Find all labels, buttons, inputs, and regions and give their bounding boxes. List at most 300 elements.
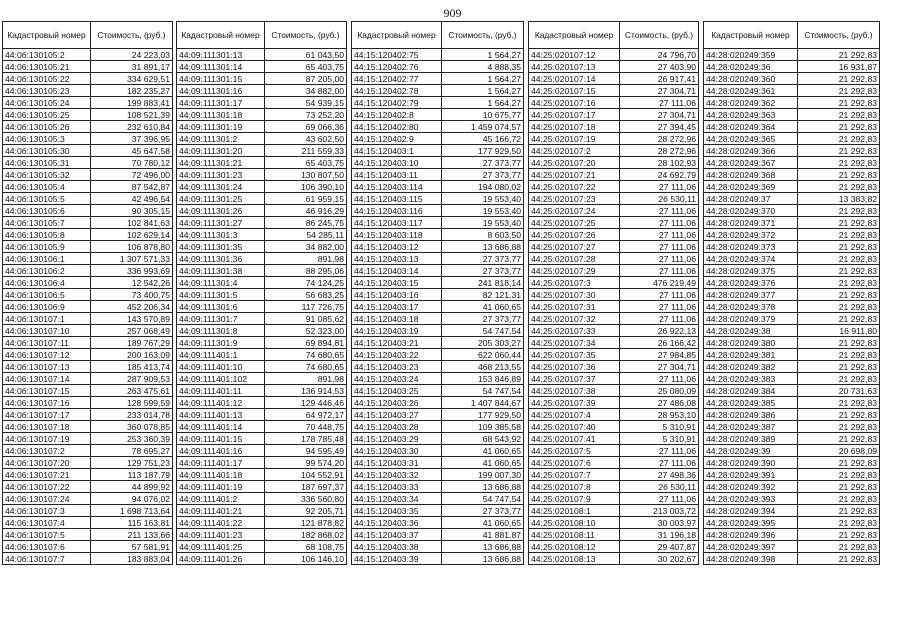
cadastral-number-cell: 44:28:020249:367 [704,157,798,169]
table-row [704,409,880,421]
cadastral-number-cell: 44:25:020107:23 [529,193,620,205]
cadastral-number-cell: 44:28:020249:379 [704,313,798,325]
table-row [352,253,524,265]
cost-cell: 21 292,83 [798,553,880,565]
table-row [3,433,173,445]
cost-cell: 27 111,06 [620,253,699,265]
table-row [177,289,347,301]
cadastral-number-cell: 44:15:120403:35 [352,505,442,517]
cadastral-number-cell: 44:06:130105:4 [3,181,91,193]
table-row [529,205,699,217]
cadastral-number-cell: 44:28:020249:374 [704,253,798,265]
table-row [529,217,699,229]
cadastral-number-cell: 44:06:130105:32 [3,169,91,181]
table-row [704,217,880,229]
table-row [352,277,524,289]
table-row [529,313,699,325]
cadastral-number-cell: 44:06:130107:21 [3,469,91,481]
cadastral-number-cell: 44:28:020249:360 [704,73,798,85]
cost-cell: 336 560,80 [265,493,347,505]
cadastral-number-cell: 44:15:120403:13 [352,253,442,265]
cost-cell: 46 916,29 [265,205,347,217]
table-row [177,337,347,349]
table-row [529,397,699,409]
cadastral-number-cell: 44:25:020107:8 [529,481,620,493]
table-row [3,157,173,169]
cost-cell: 143 570,89 [91,313,173,325]
cadastral-number-cell: 44:28:020249:395 [704,517,798,529]
table-row [177,193,347,205]
cost-cell: 104 552,91 [265,469,347,481]
cost-cell: 87 542,87 [91,181,173,193]
cadastral-number-cell: 44:15:120403:16 [352,289,442,301]
cost-cell: 24 796,70 [620,49,699,61]
table-row [177,409,347,421]
table-row [529,97,699,109]
cadastral-number-cell: 44:09:111301:3 [177,229,265,241]
cadastral-number-cell: 44:15:120403:1 [352,145,442,157]
cost-cell: 8 603,50 [442,229,524,241]
cost-cell: 109 385,58 [442,421,524,433]
cost-cell: 94 076,02 [91,493,173,505]
cadastral-number-cell: 44:15:120403:22 [352,349,442,361]
cadastral-number-cell: 44:28:020249:398 [704,553,798,565]
table-row [177,97,347,109]
table-row [177,529,347,541]
cost-cell: 31 891,17 [91,61,173,73]
cost-cell: 45 166,72 [442,133,524,145]
cost-cell: 20 731,63 [798,385,880,397]
cadastral-table-5 [703,21,880,565]
cost-cell: 106 146,10 [265,553,347,565]
cost-cell: 42 496,54 [91,193,173,205]
table-row [177,505,347,517]
table-row [529,301,699,313]
table-row [177,541,347,553]
cost-cell: 43 602,50 [265,133,347,145]
cadastral-number-cell: 44:15:120403:27 [352,409,442,421]
table-row [704,349,880,361]
cadastral-number-cell: 44:06:130105:30 [3,145,91,157]
table-row [704,169,880,181]
cost-cell: 113 187,79 [91,469,173,481]
cost-cell: 29 407,87 [620,541,699,553]
table-row [704,493,880,505]
table-row [529,445,699,457]
table-row [352,541,524,553]
table-row [3,385,173,397]
table-row [529,409,699,421]
cadastral-number-cell: 44:15:120403:28 [352,421,442,433]
cadastral-number-cell: 44:06:130107:22 [3,481,91,493]
cost-cell: 21 292,83 [798,409,880,421]
cost-cell: 1 407 844,67 [442,397,524,409]
cadastral-number-cell: 44:28:020249:391 [704,469,798,481]
cadastral-number-cell: 44:28:020249:370 [704,205,798,217]
cost-cell: 1 564,27 [442,73,524,85]
table-row [3,97,173,109]
cadastral-number-cell: 44:09:111301:23 [177,169,265,181]
cost-cell: 182 235,27 [91,85,173,97]
cadastral-number-cell: 44:15:120403:11 [352,169,442,181]
cadastral-number-cell: 44:28:020249:378 [704,301,798,313]
cadastral-number-cell: 44:06:130105:22 [3,73,91,85]
cadastral-number-cell: 44:06:130107:5 [3,529,91,541]
table-row [3,457,173,469]
cost-cell: 27 111,06 [620,289,699,301]
table-row [529,325,699,337]
cadastral-number-cell: 44:09:111301:2 [177,133,265,145]
cost-cell: 28 953,10 [620,409,699,421]
table-row [529,361,699,373]
cadastral-number-cell: 44:25:020107:41 [529,433,620,445]
table-row [529,169,699,181]
column-header-cost: Стоимость, (руб.) [442,22,524,49]
cost-cell: 241 818,14 [442,277,524,289]
cadastral-number-cell: 44:28:020249:383 [704,373,798,385]
cost-cell: 115 163,81 [91,517,173,529]
cadastral-number-cell: 44:28:020249:397 [704,541,798,553]
cadastral-number-cell: 44:28:020249:366 [704,145,798,157]
table-row [352,193,524,205]
cadastral-number-cell: 44:15:120403:21 [352,337,442,349]
cadastral-number-cell: 44:09:111301:21 [177,157,265,169]
table-row [3,409,173,421]
cadastral-number-cell: 44:06:130105:3 [3,133,91,145]
cadastral-number-cell: 44:06:130107:4 [3,517,91,529]
cost-cell: 65 403,75 [265,157,347,169]
cost-cell: 24 223,03 [91,49,173,61]
cost-cell: 27 304,71 [620,109,699,121]
cost-cell: 128 599,59 [91,397,173,409]
cost-cell: 21 292,83 [798,205,880,217]
cost-cell: 28 272,96 [620,133,699,145]
table-row [352,493,524,505]
cost-cell: 21 292,83 [798,493,880,505]
cost-cell: 21 292,83 [798,109,880,121]
cost-cell: 476 219,49 [620,277,699,289]
table-row [352,133,524,145]
table-row [177,277,347,289]
cost-cell: 10 675,77 [442,109,524,121]
cost-cell: 189 767,29 [91,337,173,349]
table-row [3,265,173,277]
table-row [704,445,880,457]
table-row [3,289,173,301]
cost-cell: 21 292,83 [798,289,880,301]
table-row [3,169,173,181]
cost-cell: 68 108,75 [265,541,347,553]
cadastral-number-cell: 44:25:020107:7 [529,469,620,481]
table-row [3,193,173,205]
cadastral-number-cell: 44:25:020107:12 [529,49,620,61]
cost-cell: 1 564,27 [442,97,524,109]
table-row [352,445,524,457]
cadastral-number-cell: 44:09:111301:9 [177,337,265,349]
table-row [177,385,347,397]
table-row [177,265,347,277]
table-row [704,157,880,169]
cost-cell: 21 292,83 [798,181,880,193]
cost-cell: 21 292,83 [798,313,880,325]
cost-cell: 360 078,85 [91,421,173,433]
table-row [529,145,699,157]
cadastral-number-cell: 44:15:120403:38 [352,541,442,553]
cost-cell: 94 595,49 [265,445,347,457]
cost-cell: 21 292,83 [798,469,880,481]
cost-cell: 19 553,40 [442,217,524,229]
table-row [177,445,347,457]
table-row [529,529,699,541]
table-row [704,241,880,253]
cost-cell: 27 111,06 [620,457,699,469]
cost-cell: 21 292,83 [798,505,880,517]
cost-cell: 21 292,83 [798,49,880,61]
cadastral-number-cell: 44:15:120403:14 [352,265,442,277]
table-row [352,337,524,349]
cost-cell: 334 629,51 [91,73,173,85]
cadastral-number-cell: 44:06:130105:26 [3,121,91,133]
cost-cell: 74 680,65 [265,349,347,361]
cost-cell: 136 914,53 [265,385,347,397]
table-row [177,325,347,337]
table-row [177,493,347,505]
table-row [529,277,699,289]
cost-cell: 21 292,83 [798,253,880,265]
cadastral-number-cell: 44:28:020249:376 [704,277,798,289]
cost-cell: 19 553,40 [442,193,524,205]
cost-cell: 19 553,40 [442,205,524,217]
table-row [529,457,699,469]
cost-cell: 5 310,91 [620,421,699,433]
cost-cell: 34 882,00 [265,85,347,97]
table-row [177,349,347,361]
cost-cell: 69 066,36 [265,121,347,133]
cost-cell: 27 111,06 [620,265,699,277]
cost-cell: 54 285,11 [265,229,347,241]
table-row [529,421,699,433]
cost-cell: 199 883,41 [91,97,173,109]
cost-cell: 13 686,88 [442,481,524,493]
cadastral-number-cell: 44:25:020107:4 [529,409,620,421]
cost-cell: 52 323,00 [265,325,347,337]
cadastral-number-cell: 44:09:111301:13 [177,49,265,61]
table-row [704,145,880,157]
table-row [177,217,347,229]
cadastral-number-cell: 44:28:020249:364 [704,121,798,133]
table-row [704,205,880,217]
table-row [3,397,173,409]
table-row [529,541,699,553]
cadastral-number-cell: 44:15:120403:114 [352,181,442,193]
cadastral-table-3 [351,21,524,565]
cadastral-number-cell: 44:28:020249:372 [704,229,798,241]
cadastral-number-cell: 44:06:130106:4 [3,277,91,289]
cadastral-number-cell: 44:06:130107:12 [3,349,91,361]
cost-cell: 27 111,06 [620,313,699,325]
table-row [352,505,524,517]
cadastral-number-cell: 44:25:020107:21 [529,169,620,181]
cadastral-number-cell: 44:15:120403:17 [352,301,442,313]
cost-cell: 452 206,34 [91,301,173,313]
table-row [3,337,173,349]
table-row [3,421,173,433]
cadastral-number-cell: 44:15:120403:23 [352,361,442,373]
cadastral-number-cell: 44:25:020107:26 [529,229,620,241]
cadastral-number-cell: 44:06:130107:10 [3,325,91,337]
cost-cell: 27 403,90 [620,61,699,73]
table-row [352,385,524,397]
cost-cell: 129 446,46 [265,397,347,409]
cadastral-number-cell: 44:28:020249:362 [704,97,798,109]
table-row [3,313,173,325]
table-row [704,181,880,193]
table-row [352,145,524,157]
table-row [704,313,880,325]
cadastral-number-cell: 44:09:111401:102 [177,373,265,385]
table-row [529,241,699,253]
cost-cell: 257 068,49 [91,325,173,337]
cost-cell: 21 292,83 [798,229,880,241]
cost-cell: 44 899,92 [91,481,173,493]
cadastral-number-cell: 44:09:111301:7 [177,313,265,325]
cost-cell: 90 305,15 [91,205,173,217]
cadastral-number-cell: 44:06:130106:9 [3,301,91,313]
cost-cell: 117 726,75 [265,301,347,313]
table-row [529,157,699,169]
table-row [704,325,880,337]
table-row [529,349,699,361]
cadastral-number-cell: 44:09:111301:17 [177,97,265,109]
table-row [177,49,347,61]
table-row [3,121,173,133]
table-row [177,241,347,253]
cost-cell: 70 448,75 [265,421,347,433]
table-row [704,265,880,277]
cadastral-number-cell: 44:06:130107:3 [3,505,91,517]
table-row [3,373,173,385]
cadastral-number-cell: 44:15:120403:32 [352,469,442,481]
table-row [529,337,699,349]
cost-cell: 86 245,75 [265,217,347,229]
cadastral-number-cell: 44:06:130105:9 [3,241,91,253]
cost-cell: 21 292,83 [798,541,880,553]
cadastral-number-cell: 44:25:020107:25 [529,217,620,229]
cadastral-number-cell: 44:06:130105:25 [3,109,91,121]
cost-cell: 27 111,06 [620,229,699,241]
cadastral-number-cell: 44:25:020107:22 [529,181,620,193]
table-row [352,529,524,541]
cost-cell: 54 747,54 [442,493,524,505]
table-row [177,481,347,493]
table-row [177,373,347,385]
table-row [352,217,524,229]
cadastral-number-cell: 44:06:130107:7 [3,553,91,565]
cadastral-number-cell: 44:15:120403:24 [352,373,442,385]
cadastral-number-cell: 44:15:120403:15 [352,277,442,289]
cost-cell: 27 373,77 [442,505,524,517]
cadastral-number-cell: 44:15:120402:8 [352,109,442,121]
cadastral-number-cell: 44:28:020249:368 [704,169,798,181]
table-row [3,517,173,529]
table-row [352,517,524,529]
cost-cell: 211 133,66 [91,529,173,541]
cadastral-number-cell: 44:09:111401:25 [177,541,265,553]
cadastral-number-cell: 44:25:020107:6 [529,457,620,469]
table-row [352,169,524,181]
cadastral-number-cell: 44:28:020249:392 [704,481,798,493]
cost-cell: 73 400,75 [91,289,173,301]
cost-cell: 1 564,27 [442,85,524,97]
cadastral-number-cell: 44:09:111401:2 [177,493,265,505]
cost-cell: 1 307 571,33 [91,253,173,265]
table-row [704,457,880,469]
cadastral-number-cell: 44:25:020107:5 [529,445,620,457]
cadastral-number-cell: 44:15:120403:25 [352,385,442,397]
cadastral-number-cell: 44:28:020249:37 [704,193,798,205]
cadastral-number-cell: 44:25:020108:10 [529,517,620,529]
cost-cell: 1 564,27 [442,49,524,61]
table-row [529,109,699,121]
table-row [529,289,699,301]
cost-cell: 16 931,87 [798,61,880,73]
cost-cell: 4 888,35 [442,61,524,73]
table-row [529,553,699,565]
column-header-cadastral: Кадастровый номер [177,22,265,49]
table-row [352,325,524,337]
cost-cell: 27 373,77 [442,265,524,277]
table-row [352,73,524,85]
cost-cell: 26 530,11 [620,193,699,205]
cadastral-number-cell: 44:09:111301:14 [177,61,265,73]
cadastral-number-cell: 44:09:111401:14 [177,421,265,433]
table-row [177,301,347,313]
cost-cell: 20 698,09 [798,445,880,457]
cadastral-number-cell: 44:06:130107:16 [3,397,91,409]
table-row [352,85,524,97]
cost-cell: 185 413,74 [91,361,173,373]
cost-cell: 232 610,84 [91,121,173,133]
cost-cell: 891,98 [265,253,347,265]
cadastral-number-cell: 44:28:020249:381 [704,349,798,361]
cost-cell: 336 993,69 [91,265,173,277]
cadastral-number-cell: 44:28:020249:38 [704,325,798,337]
cost-cell: 13 686,88 [442,541,524,553]
cost-cell: 26 530,11 [620,481,699,493]
table-row [352,373,524,385]
cost-cell: 27 111,06 [620,217,699,229]
cost-cell: 27 394,45 [620,121,699,133]
cadastral-number-cell: 44:06:130107:19 [3,433,91,445]
cadastral-number-cell: 44:09:111401:16 [177,445,265,457]
cadastral-number-cell: 44:09:111301:8 [177,325,265,337]
cadastral-table-1 [2,21,173,565]
table-row [529,433,699,445]
cadastral-number-cell: 44:09:111301:38 [177,265,265,277]
cost-cell: 57 581,91 [91,541,173,553]
cadastral-number-cell: 44:28:020249:377 [704,289,798,301]
table-row [704,337,880,349]
cadastral-number-cell: 44:28:020249:385 [704,397,798,409]
cost-cell: 27 111,06 [620,373,699,385]
table-row [529,61,699,73]
cost-cell: 200 163,09 [91,349,173,361]
cost-cell: 69 894,81 [265,337,347,349]
table-row [529,517,699,529]
table-row [177,205,347,217]
cadastral-number-cell: 44:09:111301:15 [177,73,265,85]
cost-cell: 21 292,83 [798,265,880,277]
